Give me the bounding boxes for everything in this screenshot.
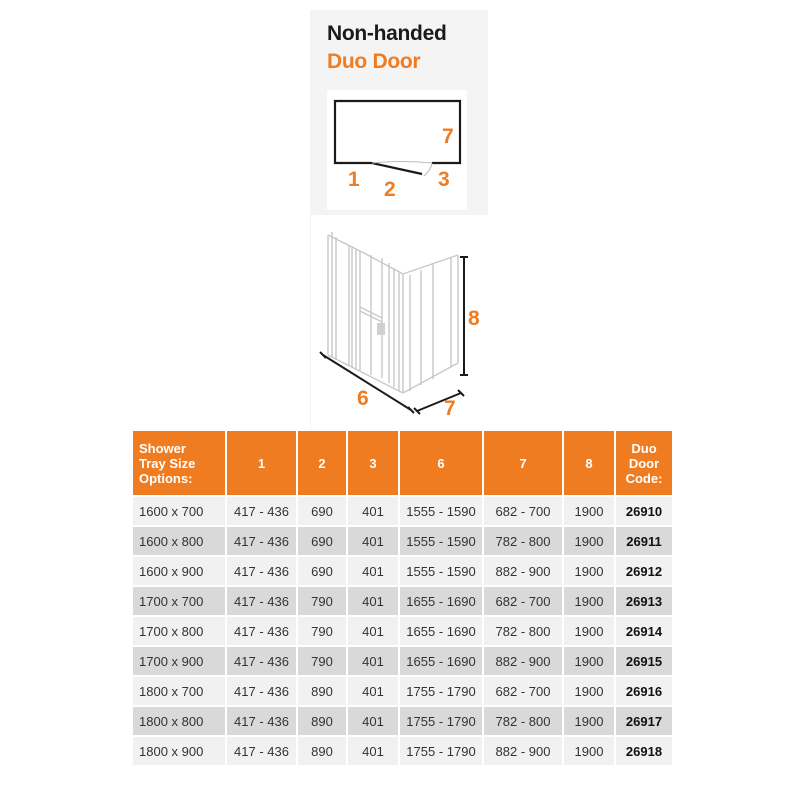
dim-3-cell: 401 [348, 647, 398, 675]
dim-8-cell: 1900 [564, 617, 614, 645]
dim-8-cell: 1900 [564, 647, 614, 675]
plan-door-swing-arc-2 [424, 163, 432, 176]
door-code-cell: 26918 [616, 737, 672, 765]
plan-door-swing-arc [372, 162, 432, 164]
dim-8-cell: 1900 [564, 587, 614, 615]
header-col-3: 3 [348, 431, 398, 495]
dim-2-cell: 790 [298, 587, 346, 615]
tray-size-cell: 1700 x 900 [133, 647, 225, 675]
table-row [133, 587, 672, 615]
dim-1-cell: 417 - 436 [227, 737, 296, 765]
table-row [133, 617, 672, 645]
plan-label-3: 3 [438, 168, 450, 191]
elevation-label-7: 7 [444, 397, 456, 420]
dim-6-cell: 1555 - 1590 [400, 557, 482, 585]
dim-6-cell: 1655 - 1690 [400, 617, 482, 645]
door-code-cell: 26915 [616, 647, 672, 675]
dim-3-cell: 401 [348, 527, 398, 555]
door-handle-icon [377, 323, 385, 335]
door-code-cell: 26914 [616, 617, 672, 645]
dim-8-cell: 1900 [564, 677, 614, 705]
table-row [133, 707, 672, 735]
plan-door-panel [372, 163, 422, 174]
table-row [133, 677, 672, 705]
dim-2-cell: 690 [298, 497, 346, 525]
header-col-7: 7 [484, 431, 562, 495]
dim-8-cell: 1900 [564, 737, 614, 765]
header-col-8: 8 [564, 431, 614, 495]
elevation-label-6: 6 [357, 387, 369, 410]
table-row [133, 737, 672, 765]
header-col-1: 1 [227, 431, 296, 495]
table-row [133, 497, 672, 525]
dim-2-cell: 690 [298, 527, 346, 555]
dim-7-cell: 882 - 900 [484, 737, 562, 765]
elevation-label-8: 8 [468, 307, 480, 330]
dim-7-cell: 782 - 800 [484, 707, 562, 735]
dim-6-cell: 1655 - 1690 [400, 587, 482, 615]
tray-size-cell: 1600 x 700 [133, 497, 225, 525]
dim-1-cell: 417 - 436 [227, 707, 296, 735]
table-row [133, 527, 672, 555]
page-title: Non-handed [327, 22, 447, 45]
dim-8-cell: 1900 [564, 557, 614, 585]
table-row [133, 557, 672, 585]
dim-8-cell: 1900 [564, 527, 614, 555]
dim-3-cell: 401 [348, 737, 398, 765]
enclosure-frame [328, 232, 458, 393]
dim-6-cell: 1755 - 1790 [400, 707, 482, 735]
dim-1-cell: 417 - 436 [227, 527, 296, 555]
door-code-cell: 26916 [616, 677, 672, 705]
dim-3-cell: 401 [348, 557, 398, 585]
dim-7-cell: 782 - 800 [484, 527, 562, 555]
door-code-cell: 26911 [616, 527, 672, 555]
tray-size-cell: 1700 x 700 [133, 587, 225, 615]
dim-7-cell: 882 - 900 [484, 557, 562, 585]
dim-7-cell: 882 - 900 [484, 647, 562, 675]
table-header-row [133, 431, 672, 495]
header-duo-door-code: Duo Door Code: [616, 431, 672, 495]
header-col-2: 2 [298, 431, 346, 495]
dim-6-cell: 1555 - 1590 [400, 527, 482, 555]
dim-3-cell: 401 [348, 707, 398, 735]
dim-3-cell: 401 [348, 677, 398, 705]
dim-2-cell: 790 [298, 647, 346, 675]
dim-2-cell: 890 [298, 737, 346, 765]
dim-1-cell: 417 - 436 [227, 587, 296, 615]
tray-size-cell: 1800 x 700 [133, 677, 225, 705]
header-col-6: 6 [400, 431, 482, 495]
dim-7-cell: 682 - 700 [484, 677, 562, 705]
dim-6-cell: 1555 - 1590 [400, 497, 482, 525]
plan-label-1: 1 [348, 168, 360, 191]
dim-1-cell: 417 - 436 [227, 557, 296, 585]
shower-size-table [131, 429, 674, 767]
tray-size-cell: 1600 x 900 [133, 557, 225, 585]
dim-3-cell: 401 [348, 617, 398, 645]
dim-7-cell: 682 - 700 [484, 497, 562, 525]
dim-1-cell: 417 - 436 [227, 677, 296, 705]
plan-label-7: 7 [442, 125, 454, 148]
tray-size-cell: 1700 x 800 [133, 617, 225, 645]
dim-2-cell: 890 [298, 677, 346, 705]
page-subtitle: Duo Door [327, 50, 421, 73]
tray-size-cell: 1800 x 800 [133, 707, 225, 735]
dim-3-cell: 401 [348, 587, 398, 615]
plan-view-diagram [327, 90, 467, 210]
door-code-cell: 26913 [616, 587, 672, 615]
dim-3-cell: 401 [348, 497, 398, 525]
tray-size-cell: 1600 x 800 [133, 527, 225, 555]
dim-6-cell: 1755 - 1790 [400, 737, 482, 765]
dim-8-cell: 1900 [564, 497, 614, 525]
dim-7-cell: 682 - 700 [484, 587, 562, 615]
door-code-cell: 26910 [616, 497, 672, 525]
dim-1-cell: 417 - 436 [227, 647, 296, 675]
dim-2-cell: 690 [298, 557, 346, 585]
dim-2-cell: 890 [298, 707, 346, 735]
dim-6-cell: 1755 - 1790 [400, 677, 482, 705]
dim-8-cell: 1900 [564, 707, 614, 735]
dim-7-cell: 782 - 800 [484, 617, 562, 645]
dim-1-cell: 417 - 436 [227, 497, 296, 525]
tray-size-cell: 1800 x 900 [133, 737, 225, 765]
door-code-cell: 26912 [616, 557, 672, 585]
dim-2-cell: 790 [298, 617, 346, 645]
table-row [133, 647, 672, 675]
header-shower-tray-size: Shower Tray Size Options: [133, 431, 225, 495]
door-code-cell: 26917 [616, 707, 672, 735]
dim-1-cell: 417 - 436 [227, 617, 296, 645]
plan-label-2: 2 [384, 178, 396, 201]
dim-6-cell: 1655 - 1690 [400, 647, 482, 675]
elevation-diagram [311, 215, 489, 430]
